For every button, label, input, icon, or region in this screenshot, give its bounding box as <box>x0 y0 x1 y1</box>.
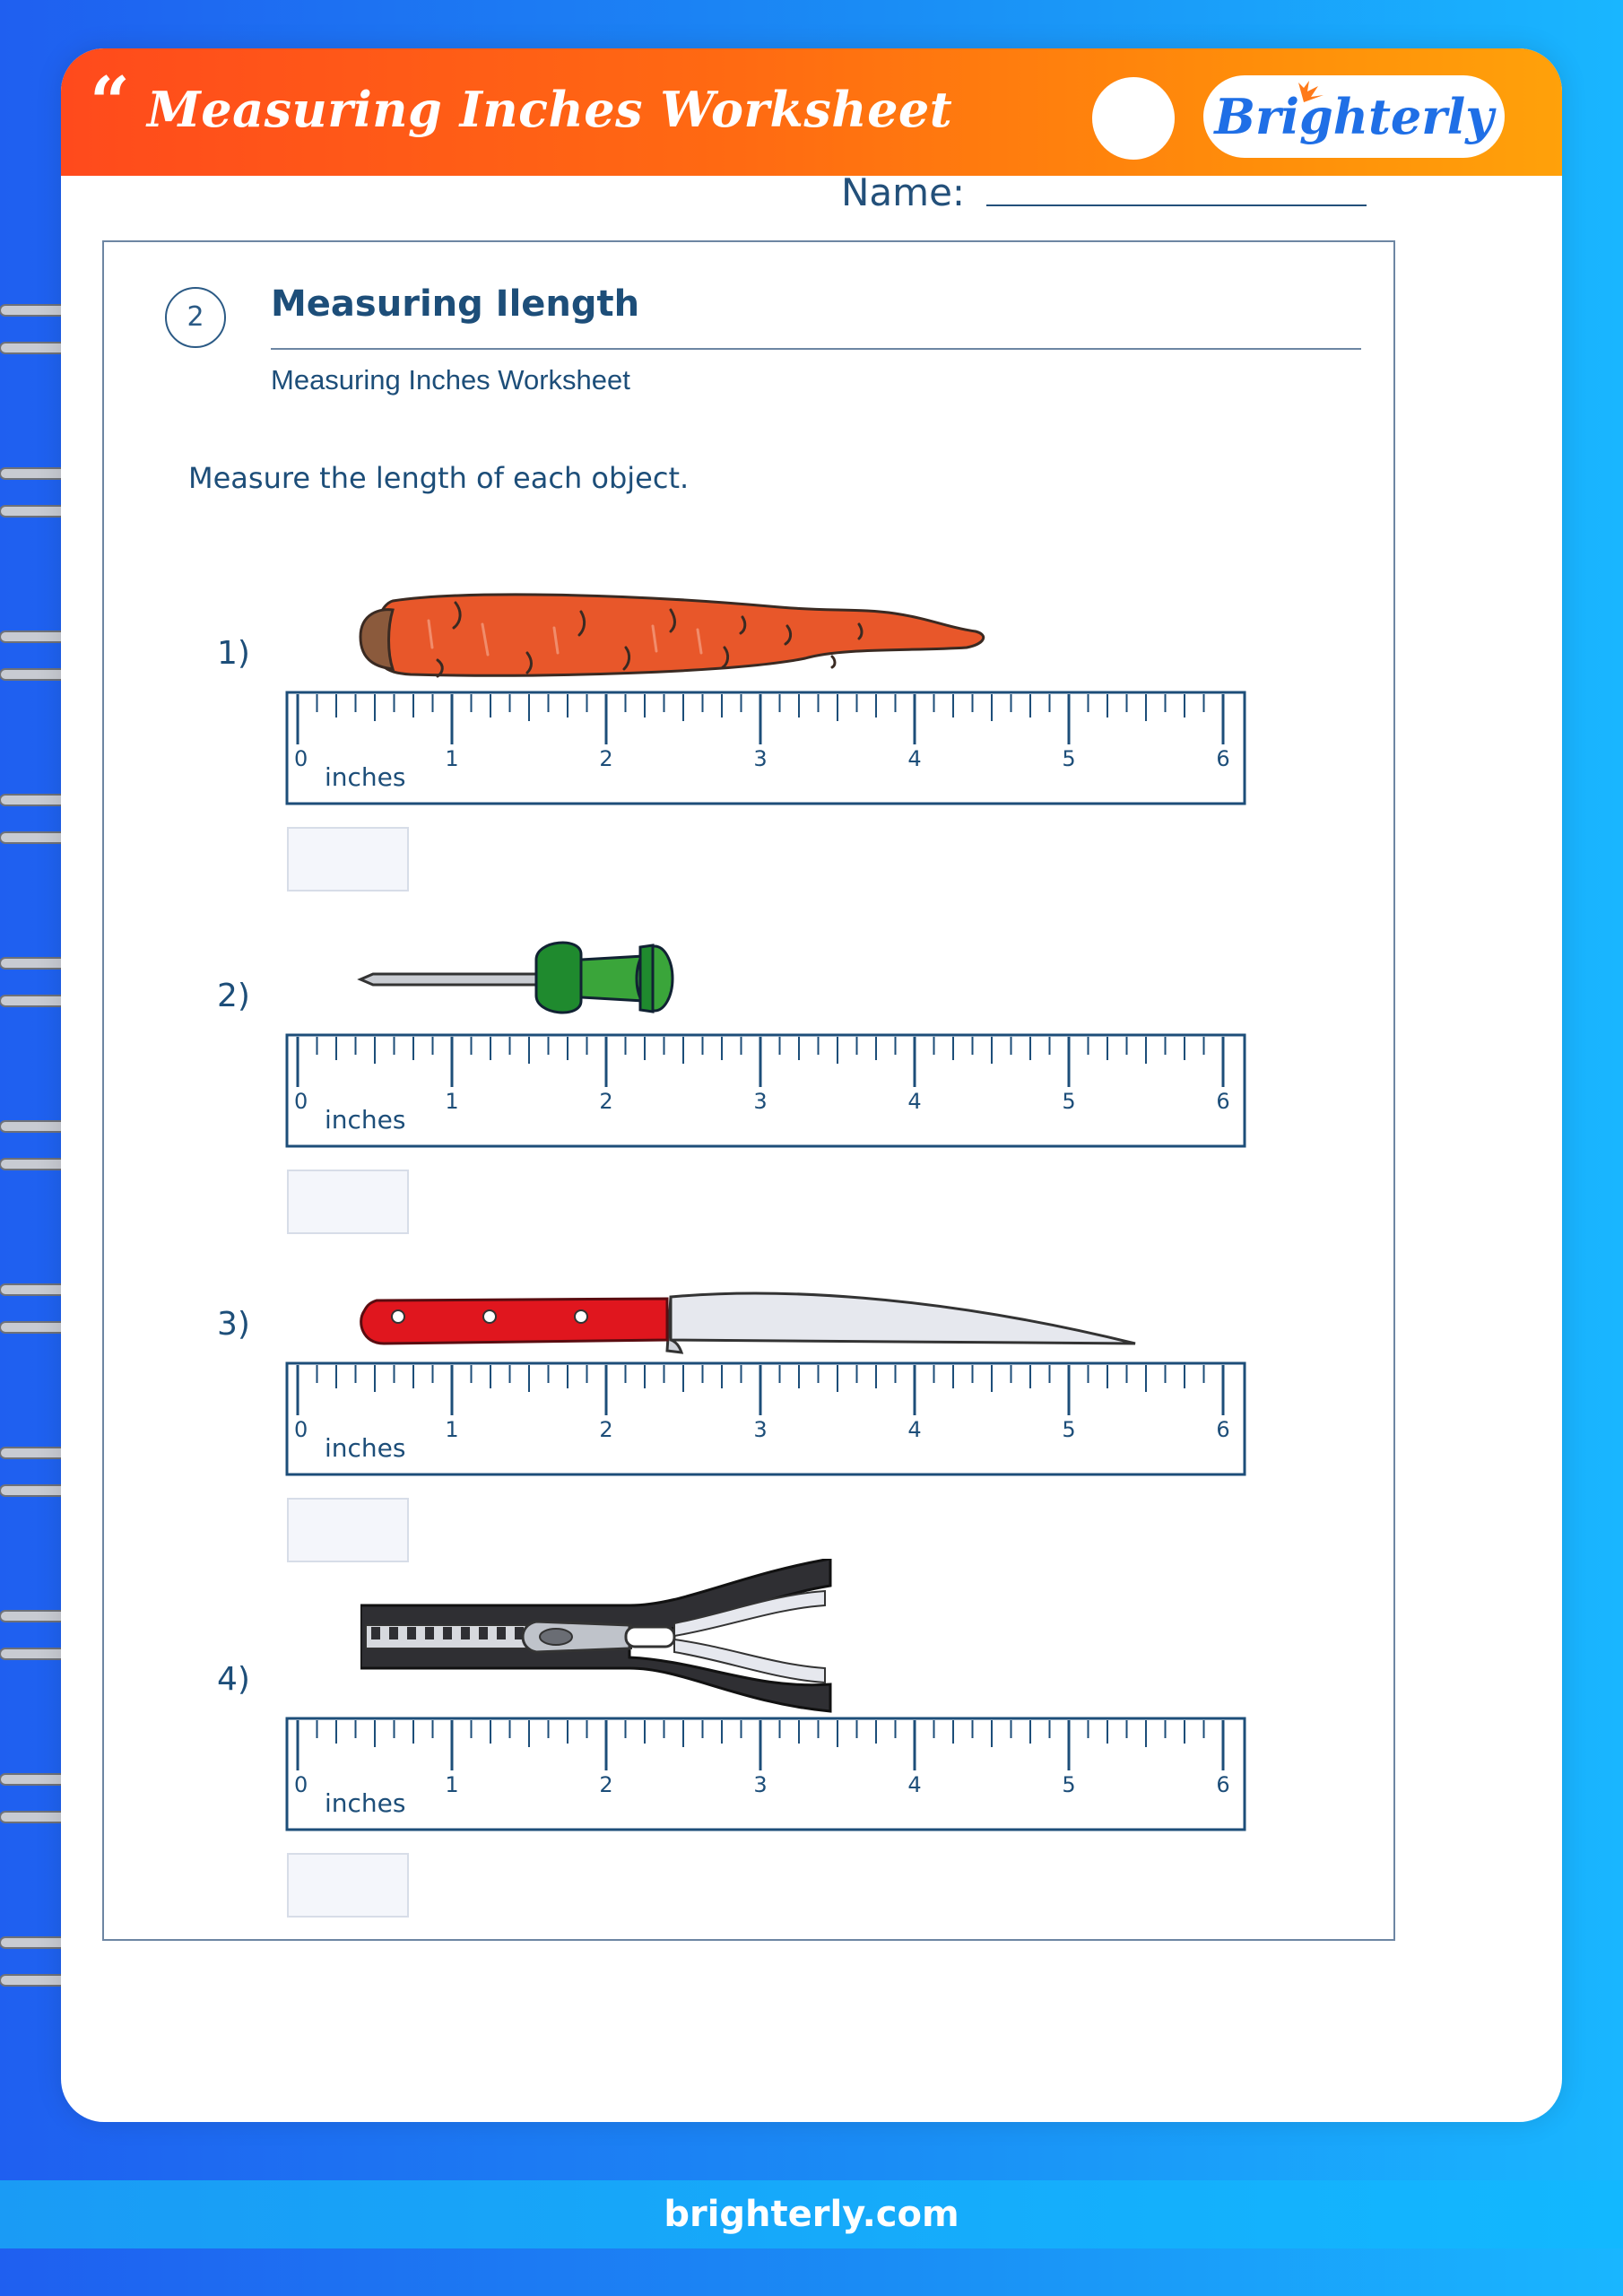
ruler-tick-label: 6 <box>1216 746 1230 771</box>
ruler-tick-label: 4 <box>907 746 922 771</box>
ruler-tick-label: 4 <box>907 1772 922 1797</box>
question-number: 2) <box>217 978 250 1014</box>
ruler-tick-label: 3 <box>753 1089 768 1114</box>
ruler-2 <box>285 1033 1248 1150</box>
brighterly-logo[interactable] <box>1203 75 1505 158</box>
question-number: 4) <box>217 1661 250 1698</box>
ruler-tick-label: 0 <box>294 746 308 771</box>
ruler-tick-label: 0 <box>294 1417 308 1442</box>
ruler-tick-label: 6 <box>1216 1089 1230 1114</box>
ruler-tick-label: 5 <box>1062 1089 1076 1114</box>
answer-box-1[interactable] <box>287 827 409 891</box>
ruler-3 <box>285 1361 1248 1478</box>
ruler-1 <box>285 691 1248 807</box>
ruler-tick-label: 2 <box>599 1772 613 1797</box>
ruler-unit-label: inches <box>325 1788 406 1818</box>
zipper-icon <box>360 1559 832 1713</box>
header-circle-icon <box>1092 77 1175 160</box>
ruler-4 <box>285 1717 1248 1833</box>
quote-icon: “ <box>90 62 130 144</box>
ruler-tick-label: 1 <box>445 1089 459 1114</box>
ruler-tick-label: 1 <box>445 1417 459 1442</box>
section-title: Measuring Ilength <box>271 283 640 325</box>
section-subtitle: Measuring Inches Worksheet <box>271 364 630 396</box>
ruler-tick-label: 2 <box>599 1417 613 1442</box>
answer-box-2[interactable] <box>287 1170 409 1234</box>
question-number: 1) <box>217 635 250 672</box>
answer-box-4[interactable] <box>287 1853 409 1918</box>
ruler-tick-label: 3 <box>753 1772 768 1797</box>
ruler-tick-label: 3 <box>753 1417 768 1442</box>
ruler-tick-label: 1 <box>445 1772 459 1797</box>
logo-text: Brighterly <box>1214 88 1494 145</box>
section-divider <box>271 348 1361 350</box>
ruler-tick-label: 4 <box>907 1089 922 1114</box>
question-number: 3) <box>217 1306 250 1343</box>
knife-icon <box>357 1283 1141 1356</box>
header-banner <box>61 48 1562 176</box>
ruler-tick-label: 3 <box>753 746 768 771</box>
ruler-tick-label: 5 <box>1062 1417 1076 1442</box>
ruler-tick-label: 6 <box>1216 1417 1230 1442</box>
ruler-tick-label: 0 <box>294 1772 308 1797</box>
ruler-tick-label: 4 <box>907 1417 922 1442</box>
carrot-icon <box>357 585 986 687</box>
section-number-badge: 2 <box>165 287 226 348</box>
name-label: Name: <box>841 170 966 214</box>
ruler-tick-label: 1 <box>445 746 459 771</box>
ruler-tick-label: 5 <box>1062 746 1076 771</box>
ruler-unit-label: inches <box>325 1105 406 1135</box>
ruler-tick-label: 2 <box>599 1089 613 1114</box>
ruler-unit-label: inches <box>325 1433 406 1463</box>
ruler-tick-label: 2 <box>599 746 613 771</box>
ruler-unit-label: inches <box>325 762 406 792</box>
ruler-tick-label: 5 <box>1062 1772 1076 1797</box>
footer-url[interactable]: brighterly.com <box>664 2194 959 2235</box>
worksheet-title: Measuring Inches Worksheet <box>147 81 953 138</box>
ruler-tick-label: 0 <box>294 1089 308 1114</box>
ruler-tick-label: 6 <box>1216 1772 1230 1797</box>
pushpin-icon <box>357 933 678 1022</box>
instruction-text: Measure the length of each object. <box>188 461 690 495</box>
name-input-line[interactable] <box>986 204 1367 206</box>
answer-box-3[interactable] <box>287 1498 409 1562</box>
